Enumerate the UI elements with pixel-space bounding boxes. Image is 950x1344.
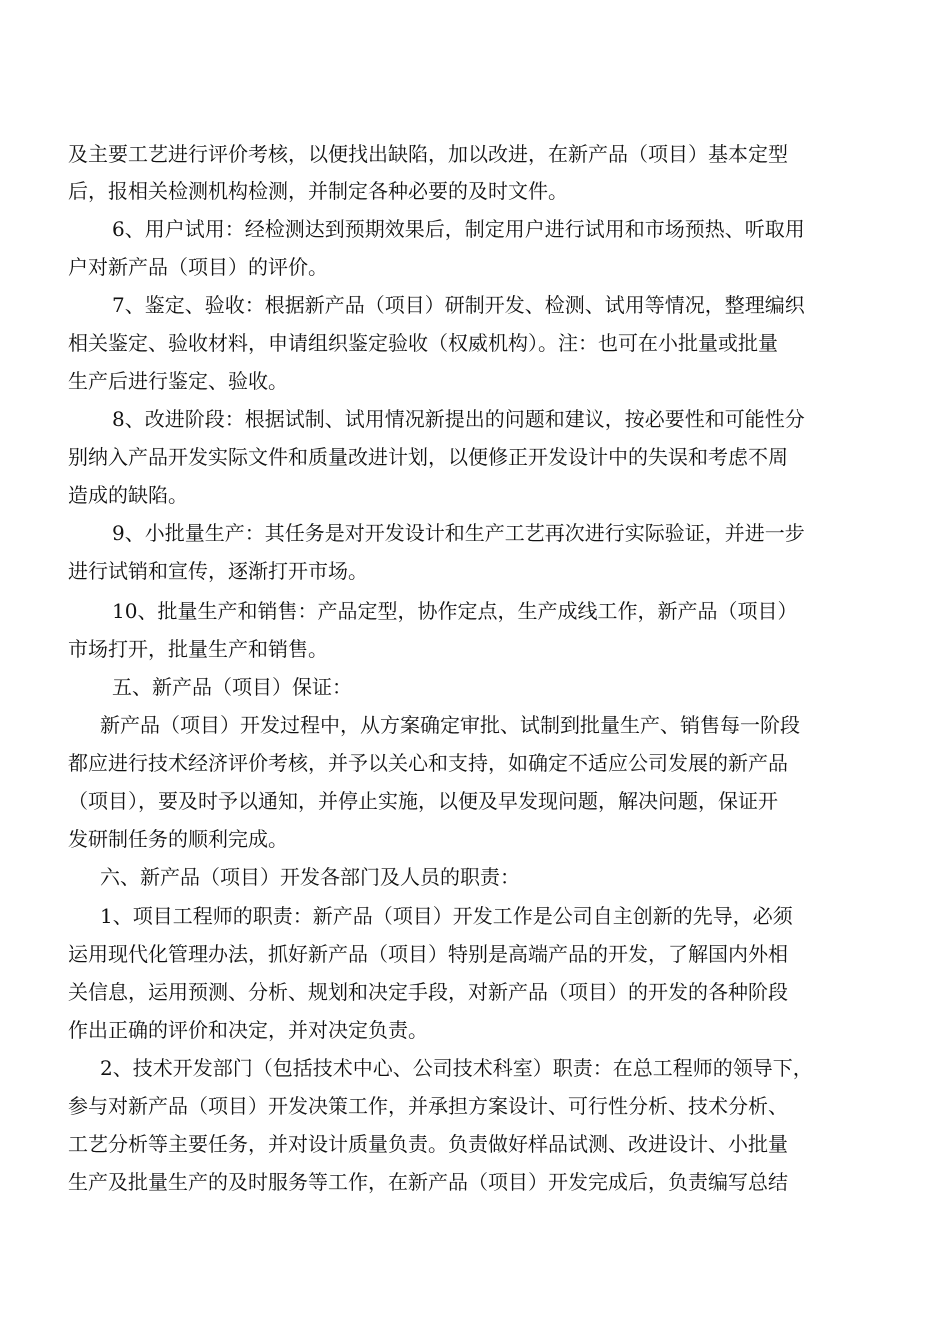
text-line: 作出正确的评价和决定，并对决定负责。 <box>68 1018 428 1042</box>
text-line: 参与对新产品（项目）开发决策工作，并承担方案设计、可行性分析、技术分析、 <box>68 1094 788 1118</box>
text-line: 进行试销和宣传，逐渐打开市场。 <box>68 559 368 583</box>
text-line: 造成的缺陷。 <box>68 483 188 507</box>
text-line: 7、鉴定、验收：根据新产品（项目）研制开发、检测、试用等情况，整理编织 <box>112 293 805 317</box>
text-line: 9、小批量生产：其任务是对开发设计和生产工艺再次进行实际验证，并进一步 <box>112 521 805 545</box>
text-line: （项目），要及时予以通知，并停止实施，以便及早发现问题，解决问题，保证开 <box>68 789 778 813</box>
text-line: 6、用户试用：经检测达到预期效果后，制定用户进行试用和市场预热、听取用 <box>112 217 805 241</box>
text-line: 生产后进行鉴定、验收。 <box>68 369 288 393</box>
text-line: 后，报相关检测机构检测，并制定各种必要的及时文件。 <box>68 179 568 203</box>
text-line: 新产品（项目）开发过程中，从方案确定审批、试制到批量生产、销售每一阶段 <box>100 713 800 737</box>
text-line: 户对新产品（项目）的评价。 <box>68 255 328 279</box>
text-line: 10、批量生产和销售：产品定型，协作定点，生产成线工作，新产品（项目） <box>112 599 798 623</box>
text-line: 都应进行技术经济评价考核，并予以关心和支持，如确定不适应公司发展的新产品 <box>68 751 788 775</box>
text-line: 生产及批量生产的及时服务等工作，在新产品（项目）开发完成后，负责编写总结 <box>68 1170 788 1194</box>
text-line: 8、改进阶段：根据试制、试用情况新提出的问题和建议，按必要性和可能性分 <box>112 407 805 431</box>
text-line: 1、项目工程师的职责：新产品（项目）开发工作是公司自主创新的先导，必须 <box>100 904 793 928</box>
text-line: 及主要工艺进行评价考核，以便找出缺陷，加以改进，在新产品（项目）基本定型 <box>68 142 788 166</box>
text-line: 工艺分析等主要任务，并对设计质量负责。负责做好样品试测、改进设计、小批量 <box>68 1132 788 1156</box>
text-line: 2、技术开发部门（包括技术中心、公司技术科室）职责：在总工程师的领导下， <box>100 1056 813 1080</box>
text-line: 别纳入产品开发实际文件和质量改进计划，以便修正开发设计中的失误和考虑不周 <box>68 445 788 469</box>
text-line: 运用现代化管理办法，抓好新产品（项目）特别是高端产品的开发，了解国内外相 <box>68 942 788 966</box>
text-line: 相关鉴定、验收材料，申请组织鉴定验收（权威机构）。注：也可在小批量或批量 <box>68 331 778 355</box>
section-heading: 六、新产品（项目）开发各部门及人员的职责： <box>100 865 520 889</box>
section-heading: 五、新产品（项目）保证： <box>112 675 352 699</box>
text-line: 发研制任务的顺利完成。 <box>68 827 288 851</box>
text-line: 市场打开，批量生产和销售。 <box>68 637 328 661</box>
text-line: 关信息，运用预测、分析、规划和决定手段，对新产品（项目）的开发的各种阶段 <box>68 980 788 1004</box>
